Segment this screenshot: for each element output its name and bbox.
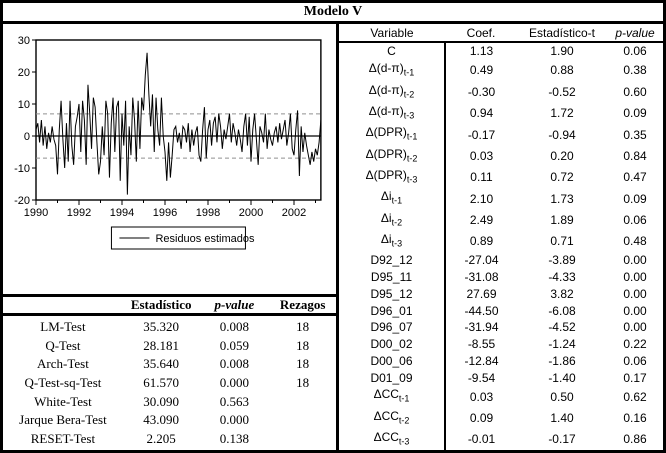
tstat-cell: -1.40 [548, 370, 576, 385]
left-panel [3, 24, 339, 450]
lags-cell [269, 394, 336, 410]
tstat-cell: 0.50 [550, 389, 574, 404]
coef-cell: 0.09 [469, 410, 494, 425]
tstat-cell: -3.89 [548, 253, 576, 268]
pvalue-cell: 0.00 [623, 286, 647, 301]
pvalue-cell: 0.00 [623, 320, 647, 335]
coef-cell: 0.03 [469, 148, 494, 163]
coef-table-row [339, 102, 663, 123]
coef-table-row [339, 429, 663, 450]
x-axis-label: 2002 [281, 207, 307, 219]
variable-cell: $\Delta i_{t-1}$ [339, 188, 445, 209]
coef-table-row [339, 209, 663, 230]
page-title: Modelo V [3, 3, 663, 24]
pvalue-cell: 0.84 [623, 148, 647, 163]
diag-header-statistic: Estadístico [130, 297, 192, 312]
coef-cell: -0.17 [467, 127, 496, 142]
y-axis-label: 30 [17, 35, 30, 47]
x-axis-label: 1994 [109, 207, 135, 219]
tstat-cell: -0.17 [548, 432, 576, 447]
residuals-chart [3, 24, 336, 294]
variable-cell: D95_12 [339, 285, 445, 302]
x-axis-label: 1996 [152, 207, 178, 219]
coef-table-row [339, 369, 663, 386]
coef-cell: -27.04 [464, 253, 499, 268]
x-axis-label: 1998 [195, 207, 221, 219]
diag-table-row [3, 394, 336, 410]
coef-cell: 0.94 [469, 106, 494, 121]
variable-cell: D00_06 [339, 352, 445, 369]
coef-table-row [339, 167, 663, 188]
tstat-cell: 0.71 [550, 234, 574, 249]
tstat-cell: 1.40 [550, 410, 574, 425]
variable-cell: D01_09 [339, 369, 445, 386]
coef-cell: -44.50 [464, 303, 499, 318]
pvalue-cell: 0.00 [623, 270, 647, 285]
pvalue-cell: 0.06 [623, 353, 647, 368]
variable-cell: $\Delta(d-\pi)_{t-1}$ [339, 60, 445, 81]
figure-body [3, 24, 663, 450]
x-axis-label: 1992 [66, 207, 92, 219]
coef-table-row [339, 336, 663, 353]
pvalue-cell: 0.16 [623, 410, 647, 425]
legend-label: Residuos estimados [155, 233, 255, 245]
coef-cell: 0.49 [469, 63, 494, 78]
pvalue-cell: 0.60 [623, 84, 647, 99]
pvalue-cell: 0.22 [623, 337, 647, 352]
chart-frame [36, 40, 321, 200]
test-name-cell: RESET-Test [30, 430, 96, 446]
coef-table-row [339, 386, 663, 407]
tstat-cell: 0.72 [550, 170, 574, 185]
statistic-cell: 30.090 [143, 393, 180, 409]
coef-cell: -8.55 [467, 337, 496, 352]
coefficients-header-row [339, 24, 663, 42]
coef-table-row [339, 407, 663, 428]
coef-cell: -12.84 [464, 353, 499, 368]
pvalue-cell: 0.000 [219, 412, 250, 428]
pvalue-cell: 0.62 [623, 389, 647, 404]
variable-cell: C [339, 42, 445, 60]
statistic-cell: 2.205 [146, 430, 176, 446]
coef-table-row [339, 124, 663, 145]
variable-cell: $\Delta CC_{t-1}$ [339, 386, 445, 407]
lags-cell: 18 [296, 356, 310, 372]
x-axis-label: 1990 [23, 207, 49, 219]
variable-cell: $\Delta(DPR)_{t-2}$ [339, 145, 445, 166]
pvalue-cell: 0.86 [623, 432, 647, 447]
test-name-cell: LM-Test [40, 319, 86, 335]
tstat-cell: -0.52 [548, 84, 576, 99]
statistic-cell: 35.320 [143, 319, 180, 335]
coef-cell: 1.13 [469, 44, 494, 59]
pvalue-cell: 0.17 [623, 370, 647, 385]
coef-cell: 27.69 [466, 286, 497, 301]
coef-cell: -31.08 [464, 270, 499, 285]
tstat-cell: 3.82 [550, 286, 574, 301]
tstat-cell: 0.88 [550, 63, 574, 78]
coef-table-row [339, 145, 663, 166]
residuals-series-line [36, 53, 321, 195]
pvalue-cell: 0.48 [623, 234, 647, 249]
test-name-cell: Jarque Bera-Test [19, 412, 107, 428]
variable-cell: $\Delta(DPR)_{t-1}$ [339, 124, 445, 145]
statistic-cell: 28.181 [143, 337, 180, 353]
pvalue-cell: 0.47 [623, 170, 647, 185]
coef-cell: -31.94 [464, 320, 499, 335]
y-axis-label: -20 [14, 195, 30, 207]
coef-table-row [339, 252, 663, 269]
tstat-cell: -4.52 [548, 320, 576, 335]
y-axis-label: 0 [23, 131, 30, 143]
test-name-cell: White-Test [34, 393, 92, 409]
diagnostics-header-row [3, 294, 336, 316]
diag-table-row [3, 338, 336, 354]
pvalue-cell: 0.563 [219, 393, 250, 409]
tstat-cell: 0.20 [550, 148, 574, 163]
variable-cell: D00_02 [339, 336, 445, 353]
variable-cell: $\Delta(d-\pi)_{t-2}$ [339, 81, 445, 102]
lags-cell: 18 [296, 337, 310, 353]
pvalue-cell: 0.00 [623, 303, 647, 318]
tstat-cell: 1.72 [550, 106, 574, 121]
pvalue-cell: 0.008 [219, 319, 250, 335]
tstat-cell: -0.94 [548, 127, 576, 142]
variable-cell: $\Delta i_{t-2}$ [339, 209, 445, 230]
coef-table-row [339, 269, 663, 286]
coef-table-row [339, 81, 663, 102]
variable-cell: D96_07 [339, 319, 445, 336]
diag-table-row [3, 375, 336, 391]
residuals-chart-svg [3, 24, 337, 294]
test-name-cell: Q-Test [45, 337, 81, 353]
statistic-cell: 43.090 [143, 412, 180, 428]
coef-table-row [339, 42, 663, 60]
coefficients-table-body [339, 42, 663, 450]
pvalue-cell: 0.059 [219, 337, 250, 353]
y-axis-label: 20 [17, 67, 30, 79]
coefficients-panel [339, 24, 663, 450]
coef-table-row [339, 188, 663, 209]
diag-table-row [3, 319, 336, 335]
coef-header-pvalue: p-value [607, 24, 663, 42]
tstat-cell: -6.08 [548, 303, 576, 318]
variable-cell: D95_11 [339, 269, 445, 286]
coefficients-table [339, 24, 663, 450]
coef-cell: 2.10 [469, 191, 494, 206]
tstat-cell: 1.89 [550, 212, 574, 227]
pvalue-cell: 0.008 [219, 356, 250, 372]
variable-cell: $\Delta(DPR)_{t-3}$ [339, 167, 445, 188]
y-axis-label: -10 [14, 163, 30, 175]
pvalue-cell: 0.35 [623, 127, 647, 142]
pvalue-cell: 0.00 [623, 253, 647, 268]
variable-cell: D96_01 [339, 302, 445, 319]
pvalue-cell: 0.06 [623, 212, 647, 227]
pvalue-cell: 0.09 [623, 191, 647, 206]
coef-table-row [339, 352, 663, 369]
coef-table-row [339, 302, 663, 319]
test-name-cell: Q-Test-sq-Test [24, 374, 102, 390]
pvalue-cell: 0.06 [623, 44, 647, 59]
variable-cell: $\Delta(d-\pi)_{t-3}$ [339, 102, 445, 123]
tstat-cell: -4.33 [548, 270, 576, 285]
tstat-cell: -1.86 [548, 353, 576, 368]
coef-cell: -0.30 [467, 84, 496, 99]
pvalue-cell: 0.09 [623, 106, 647, 121]
coef-cell: 0.89 [469, 234, 494, 249]
diag-header-lags: Rezagos [279, 297, 326, 312]
test-name-cell: Arch-Test [37, 356, 89, 372]
pvalue-cell: 0.000 [219, 374, 250, 390]
variable-cell: $\Delta i_{t-3}$ [339, 231, 445, 252]
y-axis-label: 10 [17, 99, 30, 111]
coef-cell: 0.11 [470, 170, 493, 185]
coef-header-tstat: Estadístico-t [517, 24, 607, 42]
pvalue-cell: 0.138 [219, 430, 250, 446]
diag-table-row [3, 431, 336, 447]
diag-header-pvalue: p-value [214, 297, 255, 312]
lags-cell [269, 412, 336, 428]
statistic-cell: 61.570 [143, 374, 180, 390]
diagnostics-table [3, 294, 336, 450]
tstat-cell: 1.73 [550, 191, 574, 206]
coef-table-row [339, 285, 663, 302]
pvalue-cell: 0.38 [623, 63, 647, 78]
lags-cell [269, 431, 336, 447]
coef-cell: -9.54 [467, 370, 496, 385]
tstat-cell: 1.90 [550, 44, 574, 59]
diag-table-row [3, 412, 336, 428]
coef-cell: -0.01 [467, 432, 496, 447]
variable-cell: $\Delta CC_{t-3}$ [339, 429, 445, 450]
statistic-cell: 35.640 [143, 356, 180, 372]
diag-table-row [3, 356, 336, 372]
variable-cell: $\Delta CC_{t-2}$ [339, 407, 445, 428]
coef-header-coef: Coef. [445, 24, 517, 42]
coef-cell: 2.49 [469, 212, 494, 227]
x-axis-label: 2000 [238, 207, 264, 219]
coef-table-row [339, 60, 663, 81]
tstat-cell: -1.24 [548, 337, 576, 352]
coef-header-variable: Variable [339, 24, 445, 42]
coef-cell: 0.03 [469, 389, 494, 404]
variable-cell: D92_12 [339, 252, 445, 269]
lags-cell: 18 [296, 374, 310, 390]
coef-table-row [339, 319, 663, 336]
diagnostics-table-body [3, 316, 336, 450]
coef-table-row [339, 231, 663, 252]
lags-cell: 18 [296, 319, 310, 335]
